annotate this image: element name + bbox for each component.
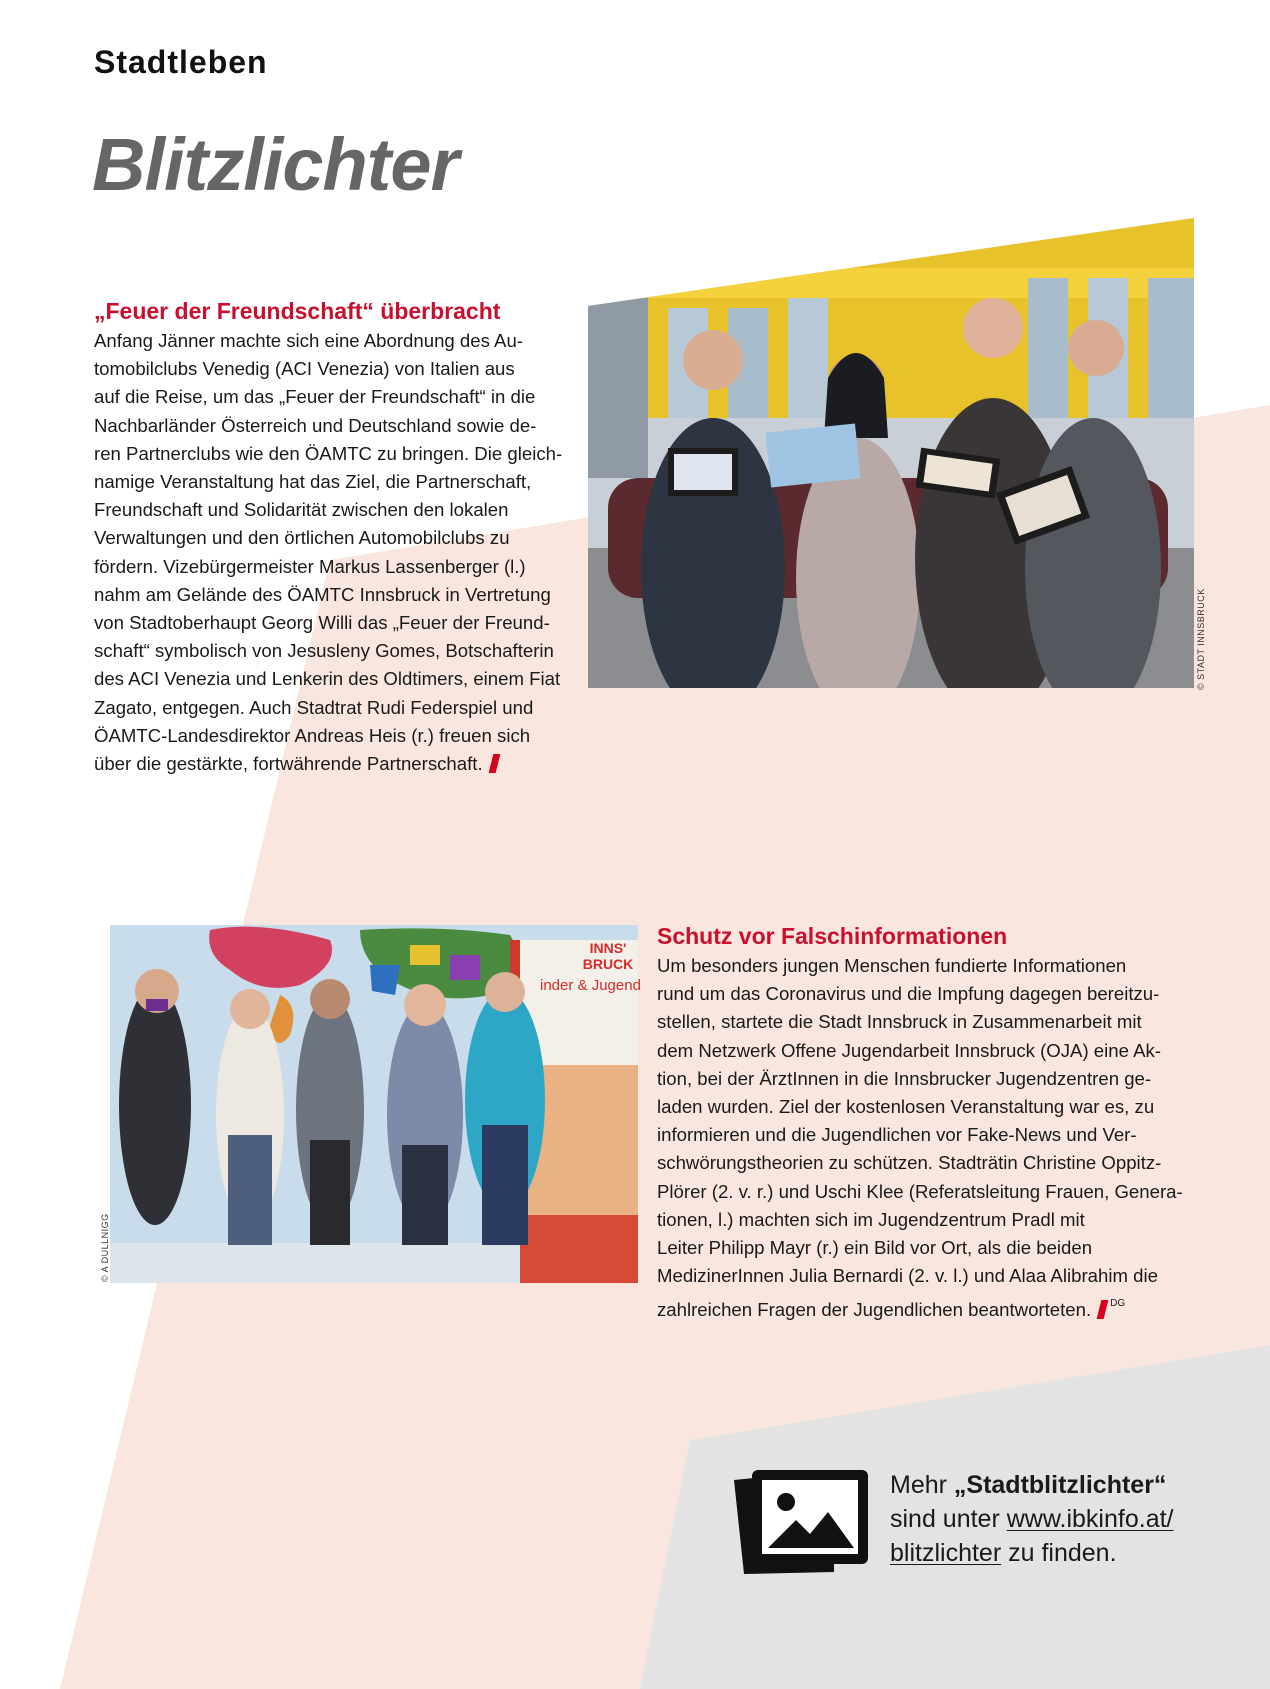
promo-link-part-1[interactable]: www.ibkinfo.at/ [1006,1505,1174,1533]
photo-credit-1: © STADT INNSBRUCK [1196,588,1206,690]
banner-line: INNS' [589,940,627,956]
article-1-line: Anfang Jänner machte sich eine Abordnung des Au- [94,330,523,351]
article-2-last-line [657,1290,1177,1324]
end-mark [488,754,500,773]
banner-line: BRUCK [582,956,634,972]
article-1-line: Freundschaft und Solidarität zwischen den lokalen [94,499,509,521]
photo-credit-2: © A DULLNIGG [100,1213,110,1282]
article-1-body [94,327,564,778]
article-2-line: MedizinerInnen Julia Bernardi (2. v. l.) und Alaa Alibrahim die [657,1265,1158,1287]
article-1-line: ÖAMTC-Landesdirektor Andreas Heis (r.) freuen sich [94,724,531,746]
banner-logo [578,940,638,972]
article-1-photo [588,218,1200,690]
article-2-line: stellen, startete die Stadt Innsbruck in Zusammenarbeit mit [657,1011,1142,1033]
promo-line2-prefix: sind unter [890,1505,1007,1533]
image-gallery-icon [730,1468,872,1580]
article-2-line: Um besonders jungen Menschen fundierte Informationen [657,955,1127,976]
article-2-line: laden wurden. Ziel der kostenlosen Veranstaltung war es, zu [657,1096,1155,1118]
article-1-line: schaft“ symbolisch von Jesusleny Gomes, Botschafterin [94,640,554,662]
article-2-line: tionen, l.) machten sich im Jugendzentrum Pradl mit [657,1208,1085,1230]
article-1 [94,298,564,778]
article-1-line: tomobilclubs Venedig (ACI Venezia) von Italien aus [94,358,515,380]
article-1-line: auf die Reise, um das „Feuer der Freundschaft“ in die [94,386,536,408]
author-initials: DG [1110,1298,1126,1310]
article-2 [657,923,1183,1325]
promo-line-1 [890,1468,1174,1502]
article-1-line: fördern. Vizebürgermeister Markus Lassenberger (l.) [94,555,526,577]
article-1-headline: „Feuer der Freundschaft“ überbracht [94,298,501,324]
article-2-line: Leiter Philipp Mayr (r.) ein Bild vor Ort, als die beiden [657,1237,1093,1259]
article-2-headline: Schutz vor Falschinformationen [657,923,1008,949]
section-label: Stadtleben [94,44,268,80]
article-1-line: von Stadtoberhaupt Georg Willi das „Feuer der Freund- [94,612,550,634]
article-2-line: zahlreichen Fragen der Jugendlichen beantworteten. [657,1299,1092,1321]
promo-link-part-2[interactable]: blitzlichter [890,1539,1002,1567]
article-1-line: des ACI Venezia und Lenkerin des Oldtimers, einem Fiat [94,668,561,690]
promo-prefix: Mehr [890,1471,954,1499]
article-1-last-line [94,750,564,778]
banner-subtitle: inder & Jugend [540,977,641,994]
end-mark [1097,1300,1109,1319]
article-2-line: informieren und die Jugendlichen vor Fake-News und Ver- [657,1124,1137,1146]
promo-text [890,1468,1174,1570]
article-1-line: ren Partnerclubs wie den ÖAMTC zu bringen. Die gleich- [94,442,563,464]
article-1-line: über die gestärkte, fortwährende Partnerschaft. [94,753,483,775]
promo-line-2 [890,1502,1174,1536]
article-1-line: Nachbarländer Österreich und Deutschland sowie de- [94,414,537,436]
article-1-line: nahm am Gelände des ÖAMTC Innsbruck in Vertretung [94,583,551,605]
promo-suffix: zu finden. [1001,1539,1117,1567]
article-2-line: rund um das Coronavirus und die Impfung dagegen bereitzu- [657,983,1160,1005]
page-title: Blitzlichter [92,123,459,206]
promo-line-3 [890,1536,1174,1570]
promo-bold: „Stadtblitzlichter“ [953,1471,1167,1499]
article-1-line: Verwaltungen und den örtlichen Automobilclubs zu [94,527,510,549]
article-2-line: schwörungstheorien zu schützen. Stadträtin Christine Oppitz- [657,1152,1162,1174]
article-2-line: Plörer (2. v. r.) und Uschi Klee (Referatsleitung Frauen, Genera- [657,1180,1183,1202]
article-2-body [657,952,1183,1325]
article-2-line: tion, bei der ÄrztInnen in die Innsbrucker Jugendzentren ge- [657,1067,1152,1089]
article-1-line: namige Veranstaltung hat das Ziel, die Partnerschaft, [94,471,532,493]
article-2-line: dem Netzwerk Offene Jugendarbeit Innsbruck (OJA) eine Ak- [657,1039,1161,1061]
article-1-line: Zagato, entgegen. Auch Stadtrat Rudi Federspiel und [94,696,534,718]
